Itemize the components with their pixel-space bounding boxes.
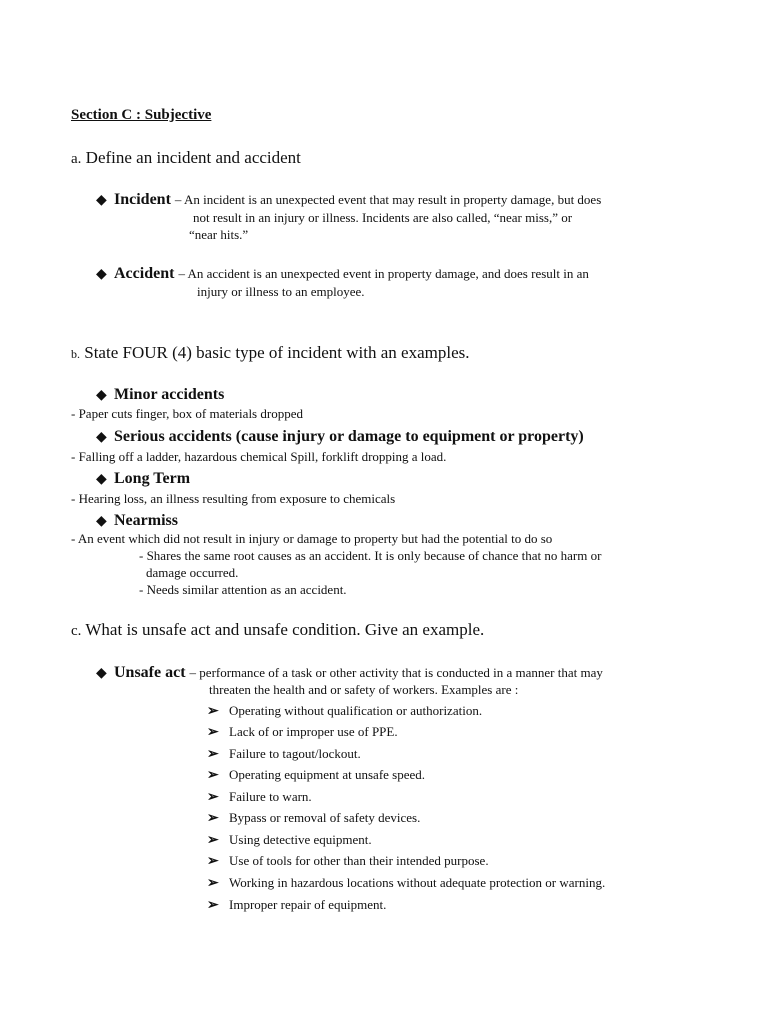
- accident-line-2: injury or illness to an employee.: [197, 284, 365, 299]
- arrow-bullet-icon: ➢: [207, 725, 219, 740]
- example-item: ➢ Operating equipment at unsafe speed.: [207, 767, 426, 783]
- question-c-letter: c.: [71, 623, 82, 639]
- diamond-bullet-icon: ◆: [96, 388, 107, 403]
- example-item: ➢ Bypass or removal of safety devices.: [207, 810, 421, 826]
- incident-line-3: “near hits.”: [189, 227, 249, 242]
- example-item: ➢ Working in hazardous locations without adequate protection or warning.: [207, 875, 606, 891]
- example-item: ➢ Lack of or improper use of PPE.: [207, 724, 398, 740]
- question-c-text: What is unsafe act and unsafe condition. Give an example.: [85, 620, 485, 639]
- diamond-bullet-icon: ◆: [96, 193, 107, 208]
- incident-line-1: – An incident is an unexpected event that may result in property damage, but does: [174, 192, 602, 207]
- section-title: Section C : Subjective: [71, 107, 212, 123]
- accident-entry: [96, 265, 589, 283]
- unsafe-act-line-2: threaten the health and or safety of workers. Examples are :: [209, 682, 519, 697]
- arrow-bullet-icon: ➢: [207, 768, 219, 783]
- type-longterm-term: Long Term: [114, 470, 191, 487]
- arrow-bullet-icon: ➢: [207, 811, 219, 826]
- type-minor: [96, 386, 224, 404]
- unsafe-act-entry: [96, 664, 603, 682]
- example-item: ➢ Failure to warn.: [207, 789, 312, 805]
- arrow-bullet-icon: ➢: [207, 876, 219, 891]
- accident-term: Accident: [114, 265, 175, 282]
- type-longterm: [96, 470, 190, 488]
- type-serious-example: - Falling off a ladder, hazardous chemical Spill, forklift dropping a load.: [71, 449, 447, 464]
- arrow-bullet-icon: ➢: [207, 747, 219, 762]
- diamond-bullet-icon: ◆: [96, 514, 107, 529]
- example-item: ➢ Using detective equipment.: [207, 832, 372, 848]
- arrow-bullet-icon: ➢: [207, 704, 219, 719]
- incident-line-2: not result in an injury or illness. Incidents are also called, “near miss,” or: [193, 210, 573, 225]
- type-serious: [96, 428, 584, 446]
- question-a-text: Define an incident and accident: [85, 148, 301, 167]
- type-nearmiss-term: Nearmiss: [114, 512, 178, 529]
- arrow-bullet-icon: ➢: [207, 833, 219, 848]
- diamond-bullet-icon: ◆: [96, 267, 107, 282]
- type-nearmiss-line-1: - An event which did not result in injury or damage to property but had the potential to do so: [71, 531, 553, 546]
- question-b: [71, 343, 470, 363]
- diamond-bullet-icon: ◆: [96, 666, 107, 681]
- example-item: ➢ Use of tools for other than their intended purpose.: [207, 853, 489, 869]
- diamond-bullet-icon: ◆: [96, 430, 107, 445]
- example-item: ➢ Operating without qualification or authorization.: [207, 703, 483, 719]
- unsafe-act-line-1: – performance of a task or other activity that is conducted in a manner that may: [189, 665, 603, 680]
- arrow-bullet-icon: ➢: [207, 898, 219, 913]
- diamond-bullet-icon: ◆: [96, 472, 107, 487]
- unsafe-act-term: Unsafe act: [114, 664, 186, 681]
- incident-entry: [96, 191, 601, 209]
- type-nearmiss-line-4: - Needs similar attention as an accident.: [139, 582, 347, 597]
- type-minor-term: Minor accidents: [114, 386, 225, 403]
- question-a-letter: a.: [71, 151, 82, 167]
- type-minor-example: - Paper cuts finger, box of materials dropped: [71, 406, 303, 421]
- type-longterm-example: - Hearing loss, an illness resulting from exposure to chemicals: [71, 491, 396, 506]
- incident-term: Incident: [114, 191, 171, 208]
- accident-line-1: – An accident is an unexpected event in property damage, and does result in an: [178, 266, 589, 281]
- type-nearmiss-line-2: - Shares the same root causes as an accident. It is only because of chance that no harm or: [139, 548, 602, 563]
- question-a: [71, 148, 301, 168]
- type-nearmiss: [96, 512, 178, 530]
- question-b-letter: b.: [71, 347, 80, 361]
- question-b-text: State FOUR (4) basic type of incident with an examples.: [84, 343, 470, 362]
- type-serious-term: Serious accidents (cause injury or damage to equipment or property): [114, 428, 584, 445]
- question-c: [71, 620, 484, 640]
- example-item: ➢ Improper repair of equipment.: [207, 897, 387, 913]
- example-item: ➢ Failure to tagout/lockout.: [207, 746, 361, 762]
- type-nearmiss-line-3: damage occurred.: [146, 565, 239, 580]
- arrow-bullet-icon: ➢: [207, 854, 219, 869]
- arrow-bullet-icon: ➢: [207, 790, 219, 805]
